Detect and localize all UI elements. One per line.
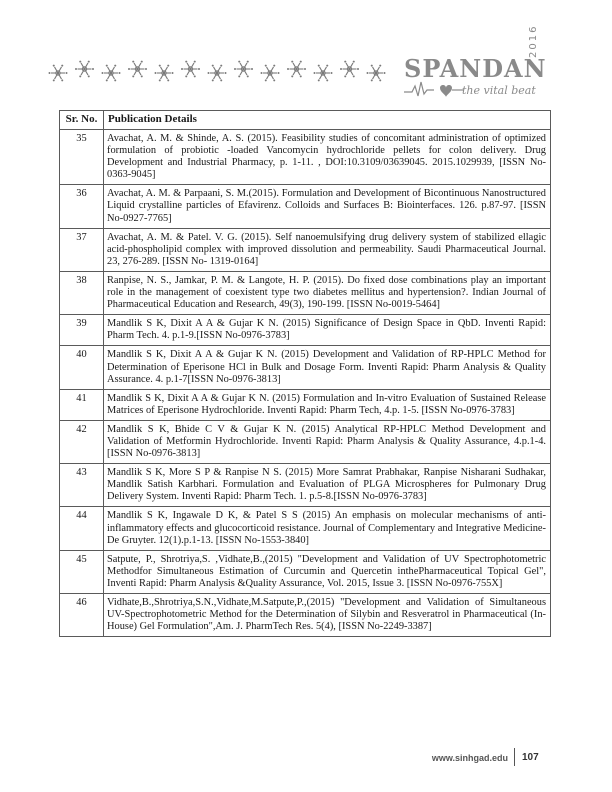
publication-details-cell: Avachat, A. M. & Patel. V. G. (2015). Self nanoemulsifying drug delivery system of stabilized ellagic acid-phospholipid complex with improved dissolution and permeability. Saudi Pharmaceutical Journal. 23, 276-289. [ISSN No- 1319-0164] (104, 228, 551, 271)
table-row (60, 464, 551, 507)
snowflake-icon (234, 61, 253, 78)
table-row (60, 507, 551, 550)
publication-details-cell: Mandlik S K, More S P & Ranpise N S. (2015) More Samrat Prabhakar, Ranpise Nisharani Sudhakar, Mandlik Satish Karbhari. Formulation and Evaluation of PLGA Microspheres for Pulmonary Drug Delivery System. Inventi Rapid: Pharm Tech. 1. p.5-8.[ISSN No-0976-3783] (104, 464, 551, 507)
sr-no-cell: 45 (60, 550, 104, 593)
snowflake-icon (75, 61, 94, 78)
spandan-logo (404, 24, 568, 106)
table-header-row (60, 111, 551, 130)
publications-table (59, 110, 551, 637)
publication-details-cell: Mandlik S K, Dixit A A & Gujar K N. (2015) Significance of Design Space in QbD. Inventi Rapid: Pharm Tech. 4. p.1-9.[ISSN No-0976-3783] (104, 315, 551, 346)
publication-details-cell: Vidhate,B.,Shrotriya,S.N.,Vidhate,M.Satpute,P.,(2015) "Development and Validation of Simultaneous UV-Spectrophotometric Method for the Determination of Silybin and Resveratrol in Pharmaceutical (In-House) Gel Formulation",Am. J. PharmTech Res. 5(4), [ISSN No-2249-3387] (104, 594, 551, 637)
logo-year: 2016 (528, 24, 539, 58)
sr-no-cell: 42 (60, 420, 104, 463)
sr-no-cell: 39 (60, 315, 104, 346)
sr-no-cell: 35 (60, 130, 104, 185)
publication-details-cell: Avachat, A. M. & Shinde, A. S. (2015). Feasibility studies of concomitant administration of optimized formulation of probiotic -loaded Vancomycin hydrochloride pellets for colon delivery. Drug Development and Industrial Pharmacy, p. 1-11. , DOI:10.3109/03639045. 2015.1029939, [ISSN No-0363-9045] (104, 130, 551, 185)
table-row (60, 346, 551, 389)
snowflake-icon (287, 61, 306, 78)
publication-details-cell: Mandlik S K, Dixit A A & Gujar K N. (2015) Development and Validation of RP-HPLC Method for Determination of Eperisone HCl in Bulk and Dosage Form. Inventi Rapid: Pharm Analysis & Quality Assurance. 4. p.1-7[ISSN No-0976-3813] (104, 346, 551, 389)
footer-url: www.sinhgad.edu (431, 753, 508, 763)
sr-no-cell: 43 (60, 464, 104, 507)
logo-title: SPANDAN (404, 54, 547, 83)
table-row (60, 420, 551, 463)
snowflake-icon (155, 65, 174, 82)
snowflake-icon (128, 61, 147, 78)
table-row (60, 271, 551, 314)
table-row (60, 389, 551, 420)
publication-details-cell: Mandlik S K, Dixit A A & Gujar K N. (2015) Formulation and In-vitro Evaluation of Sustained Release Matrices of Eperisone Hydrochloride. Inventi Rapid: Pharm Tech, 4.p. 1-5. [ISSN No-0976-3783] (104, 389, 551, 420)
snowflake-icon (208, 65, 227, 82)
snowflake-icon (367, 65, 386, 82)
table-row (60, 594, 551, 637)
ornament-row (46, 58, 390, 84)
column-header-sr-no: Sr. No. (60, 111, 104, 130)
sr-no-cell: 46 (60, 594, 104, 637)
sr-no-cell: 40 (60, 346, 104, 389)
table-row (60, 228, 551, 271)
publication-details-cell: Satpute, P., Shrotriya,S. ,Vidhate,B.,(2015) "Development and Validation of UV Spectrophotometric Methodfor Simultaneous Estimation of Curcumin and Quercetin inthePharmaceutical Topical Gel", Inventi Rapid: Pharm Analysis &Quality Assurance, Vol. 2015, Issue 3. [ISSN No-0976-755X] (104, 550, 551, 593)
snowflake-icon (49, 65, 68, 82)
logo-tagline: the vital beat (462, 84, 536, 97)
publication-details-cell: Ranpise, N. S., Jamkar, P. M. & Langote, H. P. (2015). Do fixed dose combinations play an important role in the management of coexistent type two diabetes mellitus and hypertension?. Indian Journal of Pharmaceutical Education and Research, 49(3), 190-199. [ISSN No-0019-5464] (104, 271, 551, 314)
sr-no-cell: 41 (60, 389, 104, 420)
sr-no-cell: 36 (60, 185, 104, 228)
sr-no-cell: 38 (60, 271, 104, 314)
sr-no-cell: 44 (60, 507, 104, 550)
publication-details-cell: Mandlik S K, Bhide C V & Gujar K N. (2015) Analytical RP-HPLC Method Development and Validation of Metformin Hydrochloride. Inventi Rapid: Pharm Analysis & Quality Assurance, 4.p.1-4. [ISSN No-0976-3813] (104, 420, 551, 463)
snowflake-icon (261, 65, 280, 82)
snowflake-icon (314, 65, 333, 82)
snowflake-icon (181, 61, 200, 78)
page-header (0, 0, 612, 110)
publication-details-cell: Mandlik S K, Ingawale D K, & Patel S S (2015) An emphasis on molecular mechanisms of anti-inflammatory effects and glucocorticoid resistance. Journal of Complementary and Integrative Medicine- De Gruyter. 12(1).p.1-13. [ISSN No-1553-3840] (104, 507, 551, 550)
table-row (60, 315, 551, 346)
table-row (60, 185, 551, 228)
sr-no-cell: 37 (60, 228, 104, 271)
column-header-publication-details: Publication Details (104, 111, 551, 130)
publication-details-cell: Avachat, A. M. & Parpaani, S. M.(2015). Formulation and Development of Bicontinuous Nanostructured Liquid crystalline particles of Efavirenz. Colloids and Surfaces B: Biointerfaces. 126. p.87-97. [ISSN No-0927-7765] (104, 185, 551, 228)
table-row (60, 550, 551, 593)
footer-divider (514, 748, 515, 766)
snowflake-icon (102, 65, 121, 82)
table-row (60, 130, 551, 185)
snowflake-icon (340, 61, 359, 78)
page-number: 107 (522, 752, 539, 763)
heartbeat-icon (404, 80, 464, 100)
